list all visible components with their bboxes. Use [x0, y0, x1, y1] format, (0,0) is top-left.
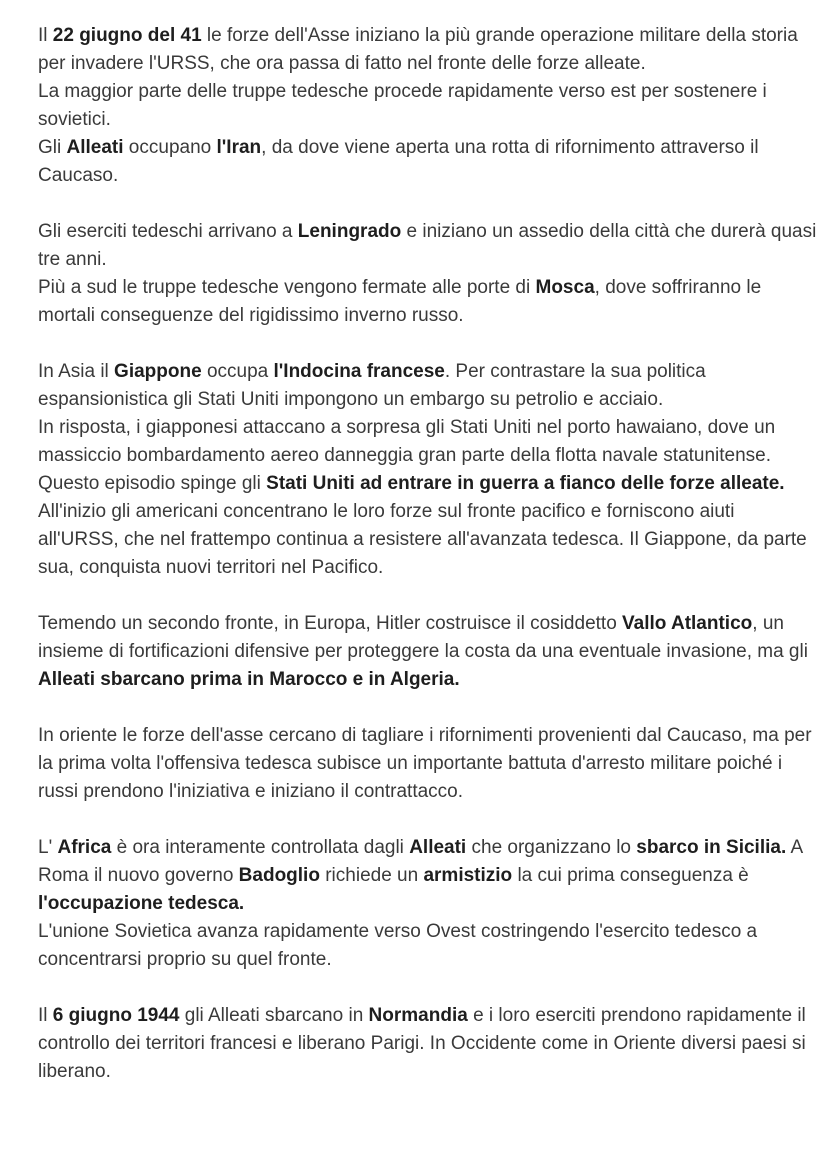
text-segment: L'	[38, 837, 58, 858]
text-segment: Più a sud le truppe tedesche vengono fermate alle porte di	[38, 277, 536, 298]
text-segment: In Asia il	[38, 361, 115, 382]
paragraph	[38, 610, 818, 694]
text-segment: Il	[38, 25, 53, 46]
text-segment: La maggior parte delle truppe tedesche procede rapidamente verso est per sostenere i sovietici.	[38, 81, 767, 130]
text-segment: gli Alleati sbarcano in	[179, 1005, 369, 1026]
text-segment: e iniziano un assedio della città che durerà quasi tre anni.	[38, 221, 817, 270]
bold-text-segment: l'Indocina francese	[273, 361, 445, 382]
bold-text-segment: Leningrado	[297, 221, 402, 242]
bold-text-segment: Africa	[57, 837, 112, 858]
bold-text-segment: Stati Uniti ad entrare in guerra a fianco delle forze alleate.	[266, 473, 785, 494]
text-segment: che organizzano lo	[466, 837, 637, 858]
text-segment: In risposta, i giapponesi attaccano a sorpresa gli Stati Uniti nel porto hawaiano, dove un massiccio bombardamento aereo danneggia gran parte della flotta navale statunitense. Questo episodio spinge gli	[38, 417, 776, 494]
bold-text-segment: Mosca	[535, 277, 595, 298]
text-segment: Gli	[38, 137, 67, 158]
text-segment: richiede un	[319, 865, 424, 886]
document-body	[38, 22, 818, 1086]
bold-text-segment: Alleati	[66, 137, 124, 158]
text-segment: A Roma il nuovo governo	[38, 837, 803, 886]
paragraph	[38, 834, 818, 974]
text-segment: Il	[38, 1005, 53, 1026]
text-segment: . Per contrastare la sua politica espansionistica gli Stati Uniti impongono un embargo su petrolio e acciaio.	[38, 361, 706, 410]
paragraph	[38, 1002, 818, 1086]
bold-text-segment: Badoglio	[238, 865, 320, 886]
bold-text-segment: Normandia	[368, 1005, 468, 1026]
bold-text-segment: 22 giugno del 41	[52, 25, 202, 46]
text-segment: le forze dell'Asse iniziano la più grande operazione militare della storia per invadere l'URSS, che ora passa di fatto nel fronte delle forze alleate.	[38, 25, 798, 74]
text-segment: In oriente le forze dell'asse cercano di tagliare i rifornimenti provenienti dal Caucaso, ma per la prima volta l'offensiva tedesca subisce un importante battuta d'arresto militare poiché i russi prendono l'iniziativa e iniziano il contrattacco.	[38, 725, 812, 802]
text-segment: , un insieme di fortificazioni difensive per proteggere la costa da una eventuale invasione, ma gli	[38, 613, 808, 662]
text-segment: , da dove viene aperta una rotta di rifornimento attraverso il Caucaso.	[38, 137, 759, 186]
text-segment: è ora interamente controllata dagli	[111, 837, 410, 858]
text-segment: L'unione Sovietica avanza rapidamente verso Ovest costringendo l'esercito tedesco a concentrarsi proprio su quel fronte.	[38, 921, 758, 970]
bold-text-segment: Giappone	[114, 361, 202, 382]
paragraph	[38, 22, 818, 190]
paragraph	[38, 722, 818, 806]
text-segment: la cui prima conseguenza è	[512, 865, 749, 886]
text-segment: occupano	[123, 137, 217, 158]
bold-text-segment: armistizio	[423, 865, 513, 886]
text-segment: occupa	[201, 361, 274, 382]
bold-text-segment: 6 giugno 1944	[52, 1005, 180, 1026]
bold-text-segment: sbarco in Sicilia.	[636, 837, 787, 858]
bold-text-segment: Alleati sbarcano prima in Marocco e in Algeria.	[38, 669, 460, 690]
paragraph	[38, 218, 818, 330]
bold-text-segment: l'Iran	[216, 137, 262, 158]
text-segment: , dove soffriranno le mortali conseguenze del rigidissimo inverno russo.	[38, 277, 762, 326]
text-segment: All'inizio gli americani concentrano le loro forze sul fronte pacifico e forniscono aiuti all'URSS, che nel frattempo continua a resistere all'avanzata tedesca. Il Giappone, da parte sua, conquista nuovi territori nel Pacifico.	[38, 501, 807, 578]
bold-text-segment: l'occupazione tedesca.	[38, 893, 245, 914]
bold-text-segment: Alleati	[409, 837, 467, 858]
text-segment: e i loro eserciti prendono rapidamente il controllo dei territori francesi e liberano Parigi. In Occidente come in Oriente diversi paesi si liberano.	[38, 1005, 806, 1082]
text-segment: Temendo un secondo fronte, in Europa, Hitler costruisce il cosiddetto	[38, 613, 623, 634]
bold-text-segment: Vallo Atlantico	[622, 613, 753, 634]
text-segment: Gli eserciti tedeschi arrivano a	[38, 221, 298, 242]
paragraph	[38, 358, 818, 582]
